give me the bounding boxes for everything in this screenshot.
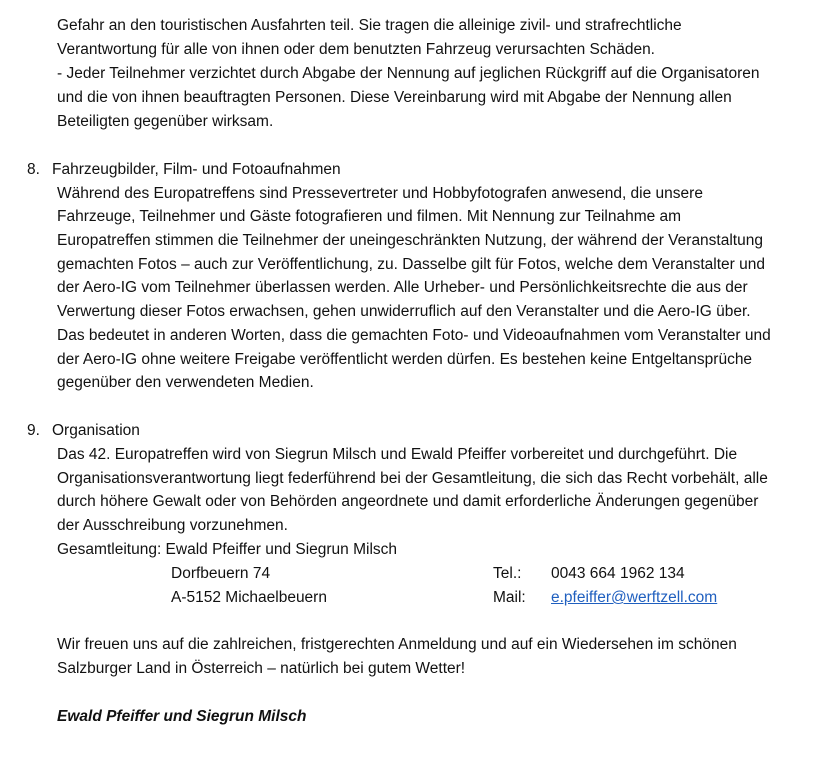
signature: Ewald Pfeiffer und Siegrun Milsch <box>57 708 307 725</box>
section-8-line: der Aero-IG ohne weitere Freigabe veröffentlicht werden dürfen. Es bestehen keine Entgeltansprüche <box>57 351 753 368</box>
section-8-line: Fahrzeuge, Teilnehmer und Gäste fotografieren und filmen. Mit Nennung zur Teilnahme am <box>57 208 682 225</box>
section-8-line: der Aero-IG vom Teilnehmer überlassen werden. Alle Urheber- und Persönlichkeitsrechte die aus der <box>57 279 748 296</box>
section-8-title: Fahrzeugbilder, Film- und Fotoaufnahmen <box>52 161 341 178</box>
closing-line: Wir freuen uns auf die zahlreichen, fristgerechten Anmeldung und auf ein Wiedersehen im schönen <box>57 636 737 653</box>
address-city: A-5152 Michaelbeuern <box>171 589 327 606</box>
section-8-line: gemachten Fotos – auch zur Veröffentlichung, zu. Dasselbe gilt für Fotos, welche dem Veranstalter und <box>57 256 765 273</box>
leadership-line: Gesamtleitung: Ewald Pfeiffer und Siegrun Milsch <box>57 541 398 558</box>
intro-line: Verantwortung für alle von ihnen oder dem benutzten Fahrzeug verursachten Schäden. <box>57 41 655 58</box>
address-street: Dorfbeuern 74 <box>171 565 271 582</box>
email-link[interactable]: e.pfeiffer@werftzell.com <box>551 589 718 606</box>
section-8-line: gegenüber den verwendeten Medien. <box>57 374 314 391</box>
section-8-line: Während des Europatreffens sind Pressevertreter und Hobbyfotografen anwesend, die unsere <box>57 185 703 202</box>
section-8-line: Das bedeutet in anderen Worten, dass die gemachten Foto- und Videoaufnahmen vom Veranstalter und <box>57 327 771 344</box>
closing-line: Salzburger Land in Österreich – natürlich bei gutem Wetter! <box>57 660 466 677</box>
tel-value: 0043 664 1962 134 <box>551 565 685 582</box>
mail-label: Mail: <box>493 589 526 606</box>
section-9-line: der Ausschreibung vorzunehmen. <box>57 517 288 534</box>
section-9-number: 9. <box>27 422 40 439</box>
section-9-line: Das 42. Europatreffen wird von Siegrun Milsch und Ewald Pfeiffer vorbereitet und durchgeführt. Die <box>57 446 738 463</box>
section-8-line: Europatreffen stimmen die Teilnehmer der uneingeschränkten Nutzung, der während der Veranstaltung <box>57 232 763 249</box>
intro-line: - Jeder Teilnehmer verzichtet durch Abgabe der Nennung auf jeglichen Rückgriff auf die Organisatoren <box>57 65 760 82</box>
intro-line: und die von ihnen beauftragten Personen. Diese Vereinbarung wird mit Abgabe der Nennung allen <box>57 89 732 106</box>
intro-line: Beteiligten gegenüber wirksam. <box>57 113 274 130</box>
section-8-number: 8. <box>27 161 40 178</box>
section-9-line: Organisationsverantwortung liegt federführend bei der Gesamtleitung, die sich das Recht vorbehält, alle <box>57 470 768 487</box>
intro-line: Gefahr an den touristischen Ausfahrten teil. Sie tragen die alleinige zivil- und strafrechtliche <box>57 17 682 34</box>
section-9-title: Organisation <box>52 422 140 439</box>
section-8-line: Verwertung dieser Fotos erwachsen, gehen unwiderruflich auf den Veranstalter und die Aero-IG über. <box>57 303 751 320</box>
section-9-line: durch höhere Gewalt oder von Behörden angeordnete und damit erforderliche Änderungen gegenüber <box>57 493 759 510</box>
tel-label: Tel.: <box>493 565 522 582</box>
